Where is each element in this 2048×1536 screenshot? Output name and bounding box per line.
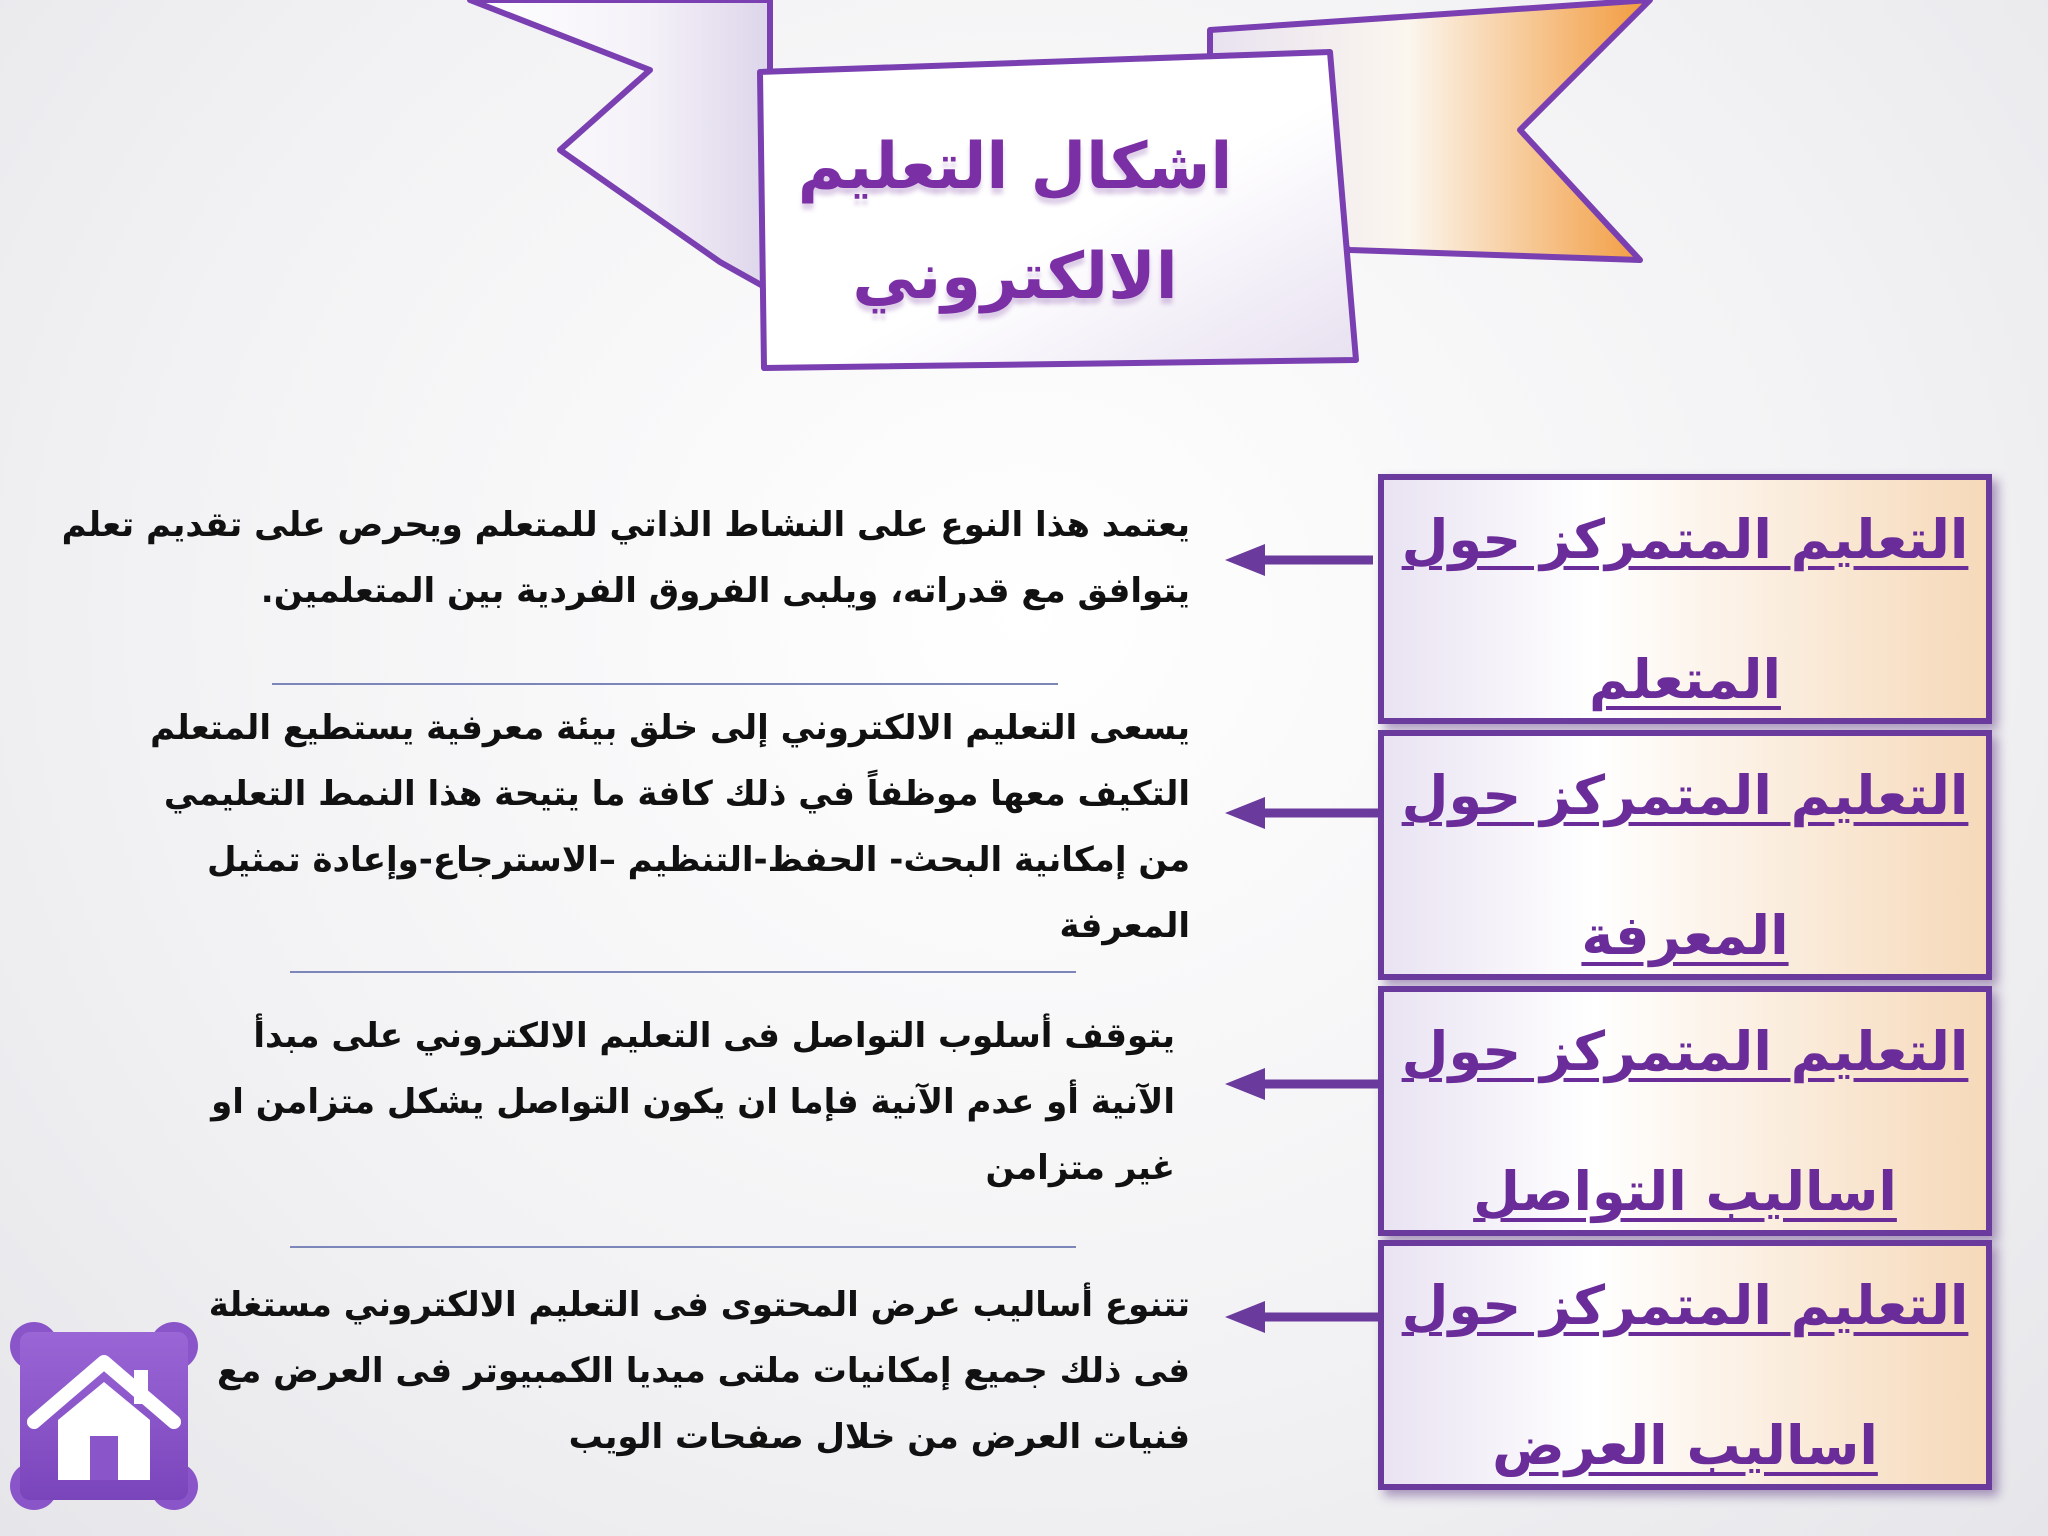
card-presentation[interactable] — [1378, 1240, 1992, 1490]
separator — [290, 971, 1076, 973]
separator — [290, 1246, 1076, 1248]
card-label-line2[interactable]: اساليب التواصل — [1473, 1160, 1897, 1223]
card-learner[interactable] — [1378, 474, 1992, 724]
arrow-left-icon — [1225, 793, 1380, 833]
description-learner: يعتمد هذا النوع على النشاط الذاتي للمتعلم ويحرص على تقديم تعلم يتوافق مع قدراته، ويلبى الفروق الفردية بين المتعلمين. — [61, 505, 1190, 611]
arrow-left-icon — [1225, 1297, 1380, 1337]
card-label-line1[interactable]: التعليم المتمركز حول — [1401, 508, 1969, 571]
card-label-line2[interactable]: اساليب العرض — [1492, 1414, 1878, 1477]
description-knowledge: يسعى التعليم الالكتروني إلى خلق بيئة معرفية يستطيع المتعلم التكيف معها موظفاً في ذلك كافة ما يتيحة هذا النمط التعليمي من إمكانية البحث- الحفظ-التنظيم –الاسترجاع-وإعادة تمثيل المعرفة — [150, 708, 1190, 946]
description-presentation: تتنوع أساليب عرض المحتوى فى التعليم الالكتروني مستغلة فى ذلك جميع إمكانيات ملتى ميديا الكمبيوتر فى العرض مع فنيات العرض من خلال صفحات الويب — [208, 1285, 1190, 1457]
arrow-left-icon — [1225, 540, 1375, 580]
description-communication: يتوقف أسلوب التواصل فى التعليم الالكتروني على مبدأ الآنية أو عدم الآنية فإما ان يكون التواصل يشكل متزامن او غير متزامن — [211, 1016, 1175, 1188]
card-knowledge[interactable] — [1378, 730, 1992, 980]
separator — [272, 683, 1058, 685]
card-label-line1[interactable]: التعليم المتمركز حول — [1401, 1020, 1969, 1083]
card-label-line1[interactable]: التعليم المتمركز حول — [1401, 764, 1969, 827]
title-line-1: اشكال التعليم — [797, 130, 1233, 204]
home-button[interactable] — [6, 1318, 202, 1514]
card-label-line1[interactable]: التعليم المتمركز حول — [1401, 1274, 1969, 1337]
title-line-2: الالكتروني — [852, 240, 1178, 314]
card-communication[interactable] — [1378, 986, 1992, 1236]
card-label-line2[interactable]: المتعلم — [1589, 648, 1781, 711]
arrow-left-icon — [1225, 1064, 1380, 1104]
card-label-line2[interactable]: المعرفة — [1581, 904, 1789, 967]
